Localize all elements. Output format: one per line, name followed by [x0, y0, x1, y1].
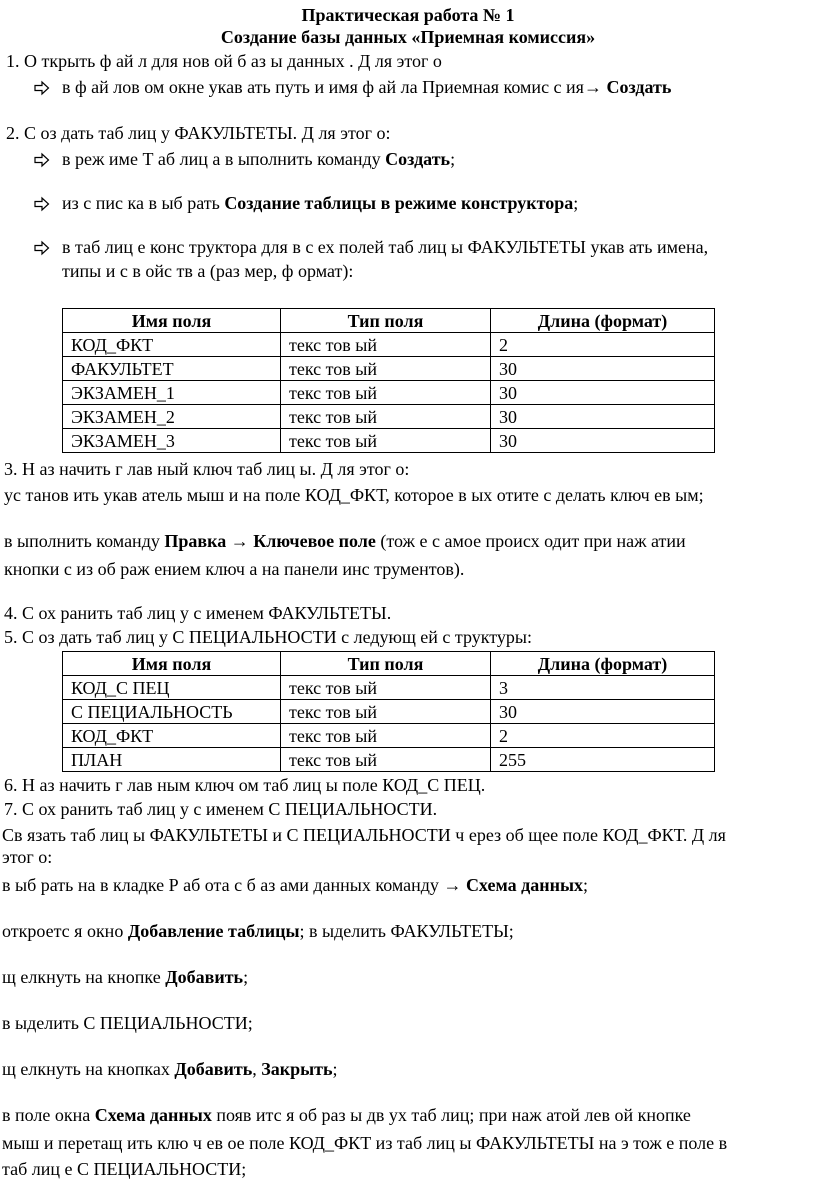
step-5-text: 5. С оз дать таб лиц у С ПЕЦИАЛЬНОСТИ с ледующ ей с труктуры:: [4, 627, 532, 647]
step-8-line-8: в поле окна Схема данных появ итс я об раз ы дв ух таб лиц; при наж атой лев ой кнопке: [2, 1105, 691, 1125]
step-8-line-6: в ыделить С ПЕЦИАЛЬНОСТИ;: [2, 1013, 253, 1033]
table-cell: КОД_ФКТ: [63, 333, 281, 357]
table-fakultety-fields: [62, 308, 715, 453]
step-2-bullet-3-line-2: типы и с в ойс тв а (раз мер, ф ормат):: [62, 261, 354, 281]
bullet-arrow-icon: [34, 148, 50, 170]
step-8-line-1: Св язать таб лиц ы ФАКУЛЬТЕТЫ и С ПЕЦИАЛЬНОСТИ ч ерез об щее поле КОД_ФКТ. Д ля: [2, 825, 726, 845]
step-3-text: 3. Н аз начить г лав ный ключ таб лиц ы. Д ля этог о:: [4, 459, 410, 479]
column-header-field-length: Длина (формат): [491, 309, 715, 333]
table-cell: 30: [491, 700, 715, 724]
bullet-arrow-icon: [34, 236, 50, 258]
table-cell: текс тов ый: [281, 429, 491, 453]
step-3-line-4: кнопки с из об раж ением ключ а на панели инс трументов).: [4, 559, 465, 579]
step-3-line-3: в ыполнить команду Правка → Ключевое поле (тож е с амое происх одит при наж атии: [4, 531, 686, 551]
table-cell: 30: [491, 405, 715, 429]
table-cell: ЭКЗАМЕН_1: [63, 381, 281, 405]
column-header-field-type: Тип поля: [281, 309, 491, 333]
table-specialnosti-fields: [62, 651, 715, 772]
arrow-glyph: →: [230, 531, 249, 551]
table-cell: 2: [491, 333, 715, 357]
step-1-bullet: в ф ай лов ом окне укав ать путь и имя ф ай ла Приемная комис с ия→ Создать: [62, 77, 672, 97]
column-header-field-length: Длина (формат): [491, 652, 715, 676]
step-4-text: 4. С ох ранить таб лиц у с именем ФАКУЛЬТЕТЫ.: [4, 603, 392, 623]
table-row: [63, 429, 715, 453]
table-cell: КОД_ФКТ: [63, 724, 281, 748]
table-cell: текс тов ый: [281, 724, 491, 748]
table-cell: текс тов ый: [281, 333, 491, 357]
step-8-line-10: таб лиц е С ПЕЦИАЛЬНОСТИ;: [2, 1159, 247, 1179]
step-8-line-3: в ыб рать на в кладке Р аб ота с б аз ами данных команду → Схема данных;: [2, 875, 589, 895]
step-2-bullet-2: из с пис ка в ыб рать Создание таблицы в режиме конструктора;: [62, 193, 579, 213]
table-cell: текс тов ый: [281, 405, 491, 429]
table-cell: 2: [491, 724, 715, 748]
table-cell: текс тов ый: [281, 676, 491, 700]
table-cell: ФАКУЛЬТЕТ: [63, 357, 281, 381]
table-header-row: [63, 652, 715, 676]
table-cell: текс тов ый: [281, 381, 491, 405]
column-header-field-name: Имя поля: [63, 652, 281, 676]
table-cell: 30: [491, 381, 715, 405]
column-header-field-type: Тип поля: [281, 652, 491, 676]
step-8-line-4: откроетс я окно Добавление таблицы; в ыделить ФАКУЛЬТЕТЫ;: [2, 921, 514, 941]
step-8-line-9: мыш и перетащ ить клю ч ев ое поле КОД_ФКТ из таб лиц ы ФАКУЛЬТЕТЫ на э тож е поле в: [2, 1133, 728, 1153]
table-cell: ЭКЗАМЕН_2: [63, 405, 281, 429]
step-8-line-5: щ елкнуть на кнопке Добавить;: [2, 967, 249, 987]
table-row: [63, 333, 715, 357]
step-3-line-2: ус танов ить укав атель мыш и на поле КОД_ФКТ, которое в ых отите с делать ключ ев ым;: [4, 485, 704, 505]
table-row: [63, 700, 715, 724]
column-header-field-name: Имя поля: [63, 309, 281, 333]
arrow-glyph: →: [443, 875, 462, 895]
step-8-line-2: этог о:: [2, 847, 53, 867]
table-cell: текс тов ый: [281, 700, 491, 724]
table-cell: ПЛАН: [63, 748, 281, 772]
step-6-text: 6. Н аз начить г лав ным ключ ом таб лиц ы поле КОД_С ПЕЦ.: [4, 775, 486, 795]
table-row: [63, 724, 715, 748]
step-2-bullet-3-line-1: в таб лиц е конс труктора для в с ех полей таб лиц ы ФАКУЛЬТЕТЫ укав ать имена,: [62, 237, 709, 257]
step-8-line-7: щ елкнуть на кнопках Добавить, Закрыть;: [2, 1059, 338, 1079]
table-cell: КОД_С ПЕЦ: [63, 676, 281, 700]
table-cell: текс тов ый: [281, 357, 491, 381]
table-cell: 30: [491, 357, 715, 381]
table-cell: ЭКЗАМЕН_3: [63, 429, 281, 453]
arrow-glyph: →: [583, 77, 602, 97]
step-2-bullet-1: в реж име Т аб лиц а в ыполнить команду Создать;: [62, 149, 456, 169]
bullet-arrow-icon: [34, 76, 50, 98]
table-row: [63, 357, 715, 381]
step-2-text: 2. С оз дать таб лиц у ФАКУЛЬТЕТЫ. Д ля этог о:: [6, 123, 391, 143]
step-1-text: 1. О ткрыть ф ай л для нов ой б аз ы данных . Д ля этог о: [6, 51, 442, 71]
page-subtitle: Создание базы данных «Приемная комиссия»: [220, 27, 596, 47]
table-cell: текс тов ый: [281, 748, 491, 772]
bullet-arrow-icon: [34, 192, 50, 214]
table-row: [63, 381, 715, 405]
table-header-row: [63, 309, 715, 333]
table-cell: 255: [491, 748, 715, 772]
table-cell: 3: [491, 676, 715, 700]
step-7-text: 7. С ох ранить таб лиц у с именем С ПЕЦИАЛЬНОСТИ.: [4, 799, 438, 819]
page-title: Практическая работа № 1: [301, 5, 515, 25]
table-cell: С ПЕЦИАЛЬНОСТЬ: [63, 700, 281, 724]
table-row: [63, 748, 715, 772]
table-row: [63, 405, 715, 429]
table-row: [63, 676, 715, 700]
table-cell: 30: [491, 429, 715, 453]
